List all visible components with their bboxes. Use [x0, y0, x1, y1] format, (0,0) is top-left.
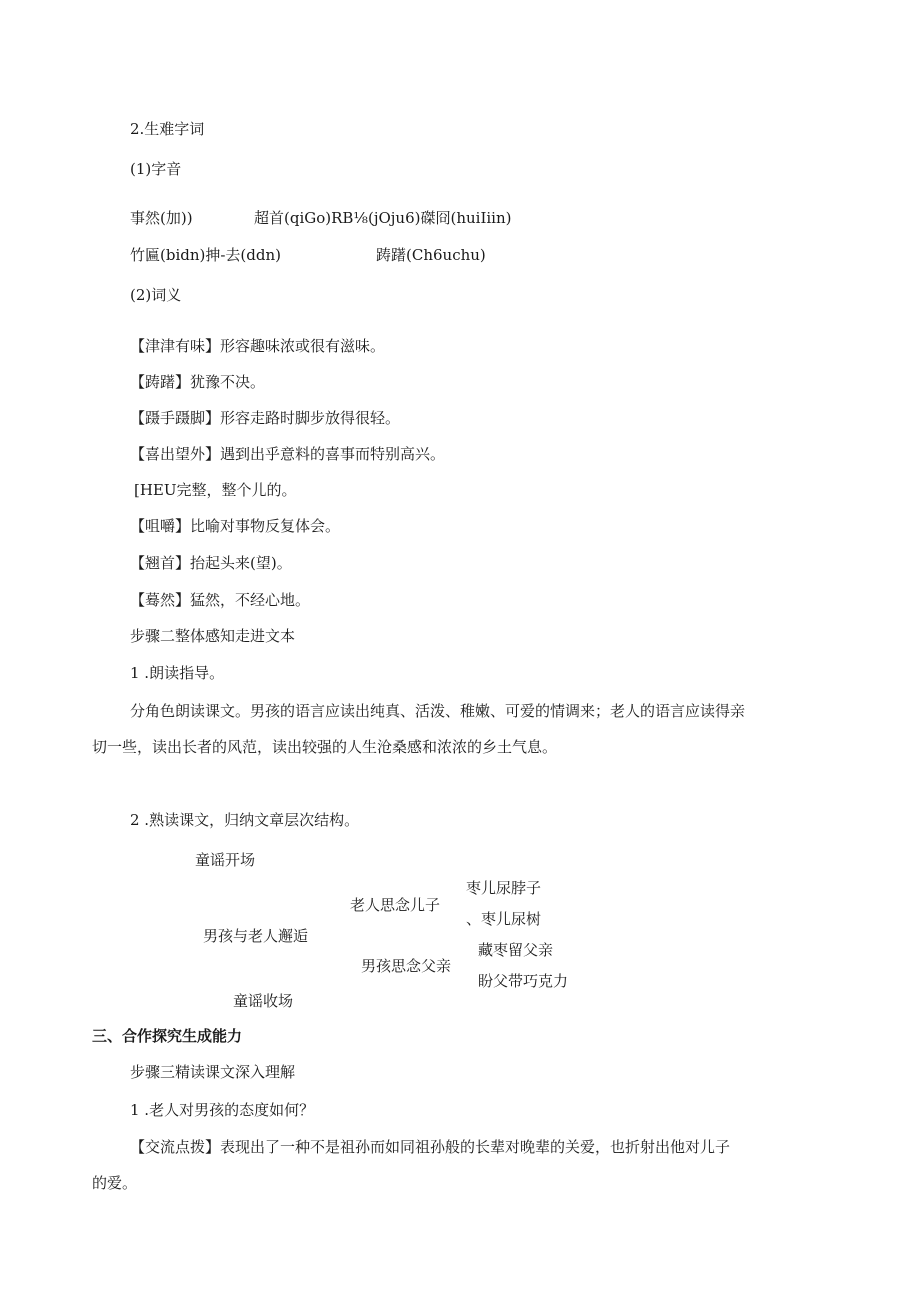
structure-node: 童谣收场 [233, 992, 294, 1010]
list-item: 1 .朗读指导。 [130, 664, 225, 682]
pinyin-entry: 事然(加)) [130, 209, 193, 227]
structure-node: 藏枣留父亲 [478, 941, 554, 959]
pinyin-entry: 超首(qiGo)RB⅛(jOju6)磔冏(huiIiin) [254, 209, 512, 227]
step-heading: 步骤三精读课文深入理解 [130, 1063, 296, 1081]
paragraph-line: 切一些，读出长者的风范，读出较强的人生沧桑感和浓浓的乡土气息。 [92, 738, 558, 756]
list-item: 2 .熟读课文，归纳文章层次结构。 [130, 811, 360, 829]
definition-item: [HEU完整，整个儿的。 [134, 481, 297, 499]
structure-node: 男孩思念父亲 [361, 957, 452, 975]
structure-node: 枣儿尿脖子 [466, 879, 542, 897]
subheading-pronunciation: (1)字音 [130, 160, 182, 178]
definition-item: 【蓦然】猛然，不经心地。 [130, 591, 311, 609]
definition-item: 【踌躇】犹豫不决。 [130, 373, 266, 391]
paragraph-line: 【交流点拨】表现出了一种不是祖孙而如同祖孙般的长辈对晚辈的关爱，也折射出他对儿子 [130, 1138, 731, 1156]
structure-node: 、枣儿尿树 [466, 910, 542, 928]
pinyin-entry: 踌躇(Ch6uchu) [376, 246, 486, 264]
subheading-meaning: (2)词义 [130, 286, 182, 304]
definition-item: 【蹑手蹑脚】形容走路时脚步放得很轻。 [130, 409, 401, 427]
definition-item: 【津津有味】形容趣味浓或很有滋味。 [130, 337, 386, 355]
pinyin-entry: 竹匾(bidn)抻-去(ddn) [130, 246, 282, 264]
paragraph-line: 的爱。 [92, 1174, 138, 1192]
definition-item: 【喜出望外】遇到出乎意料的喜事而特别高兴。 [130, 445, 446, 463]
definition-item: 【咀嚼】比喻对事物反复体会。 [130, 517, 341, 535]
structure-node: 盼父带巧克力 [478, 972, 569, 990]
heading-vocab: 2.生难字词 [130, 120, 205, 138]
structure-node: 童谣开场 [195, 851, 256, 869]
section-heading: 三、合作探究生成能力 [92, 1027, 243, 1045]
paragraph-line: 分角色朗读课文。男孩的语言应读出纯真、活泼、稚嫩、可爱的情调来；老人的语言应读得亲 [130, 702, 746, 720]
structure-node: 老人思念儿子 [350, 896, 441, 914]
list-item: 1 .老人对男孩的态度如何？ [130, 1101, 315, 1119]
definition-item: 【翘首】抬起头来(望)。 [130, 554, 292, 572]
step-heading: 步骤二整体感知走进文本 [130, 627, 296, 645]
structure-node: 男孩与老人邂逅 [203, 927, 309, 945]
